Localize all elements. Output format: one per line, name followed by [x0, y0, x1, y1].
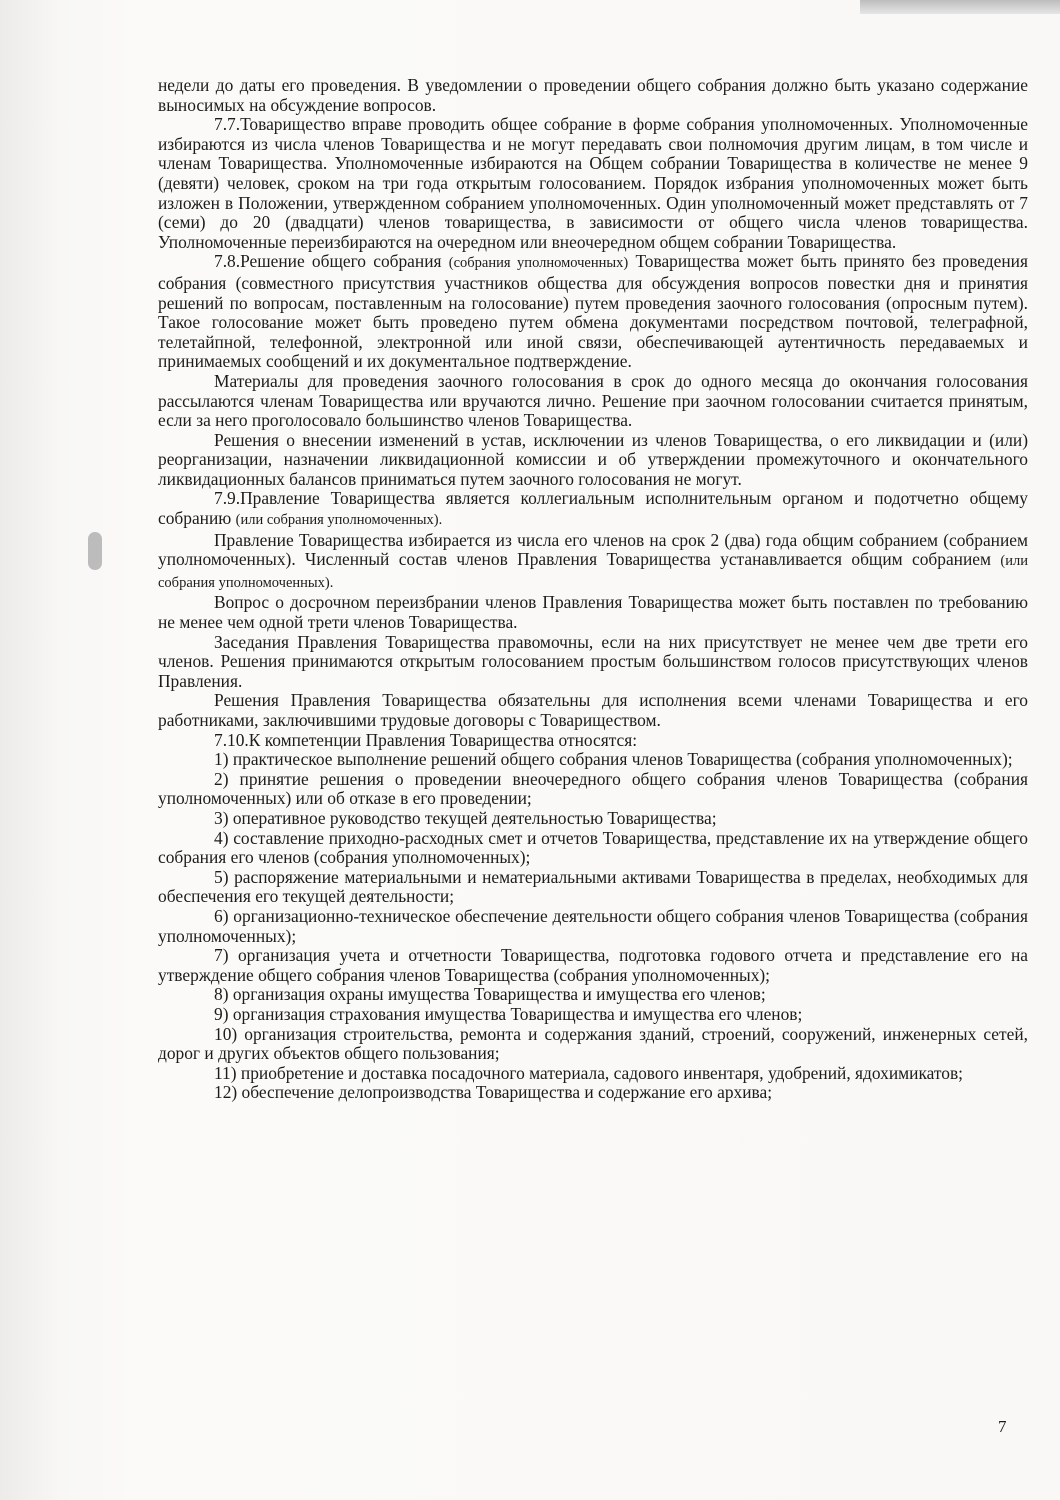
paragraph-text: недели до даты его проведения. В уведомлении о проведении общего собрания должно быть указано содержание выносимых на обсуждение вопросов.	[158, 75, 1028, 115]
page-number: 7	[998, 1417, 1007, 1436]
paragraph	[158, 593, 1028, 632]
paragraph	[158, 372, 1028, 431]
paragraph-text: Заседания Правления Товарищества правомочны, если на них присутствует не менее чем две трети его членов. Решения принимаются открытым голосованием простым большинством голосов присутствующих членов Правления.	[158, 631, 1028, 691]
paragraph	[158, 985, 1028, 1005]
paragraph	[158, 531, 1028, 594]
paragraph-text-small: (или собрания уполномоченных).	[235, 512, 443, 529]
paragraph	[158, 252, 1028, 372]
paragraph	[158, 907, 1028, 946]
paragraph-text: 7) организация учета и отчетности Товарищества, подготовка годового отчета и представление его на утверждение общего собрания членов Товарищества (собрания уполномоченных);	[158, 945, 1028, 985]
paragraph	[158, 731, 1028, 751]
paragraph-text: 3) оперативное руководство текущей деятельностью Товарищества;	[214, 807, 717, 828]
paragraph-text: 4) составление приходно-расходных смет и отчетов Товарищества, представление их на утверждение общего собрания его членов (собрания уполномоченных);	[158, 827, 1028, 868]
paragraph	[158, 76, 1028, 115]
paragraph-text: 7.8.Решение общего собрания	[214, 251, 449, 272]
paragraph-text: Материалы для проведения заочного голосования в срок до одного месяца до окончания голосования рассылаются членам Товарищества или вручаются лично. Решение при заочном голосовании считается принятым, если за него проголосовало большинство членов Товарищества.	[158, 370, 1028, 431]
paragraph	[158, 770, 1028, 809]
paragraph-text: 12) обеспечение делопроизводства Товарищества и содержание его архива;	[214, 1082, 773, 1103]
paragraph	[158, 489, 1028, 530]
paragraph	[158, 809, 1028, 829]
scan-edge-shadow	[860, 0, 1060, 14]
paragraph	[158, 431, 1028, 490]
paragraph-text-small: (или собрания уполномоченных).	[158, 553, 1028, 591]
paragraph-text: 7.10.К компетенции Правления Товарищества относятся:	[214, 729, 638, 750]
punch-hole-mark	[88, 532, 102, 570]
paragraph	[158, 115, 1028, 252]
paragraph-text: 9) организация страхования имущества Товарищества и имущества его членов;	[214, 1003, 803, 1024]
document-body	[158, 76, 1028, 1103]
paragraph-text: Решения о внесении изменений в устав, исключении из членов Товарищества, о его ликвидации и (или) реорганизации, назначении ликвидационной комиссии и об утверждении промежуточного и окончательного ликвидационных балансов приниматься путем заочного голосования не могут.	[158, 429, 1028, 489]
paragraph-text: 7.7.Товарищество вправе проводить общее собрание в форме собрания уполномоченных. Уполномоченные избираются из числа членов Товарищества и не могут передавать свои полномочия другим лицам, в том числе и членам Товарищества. Уполномоченные избираются на Общем собрании Товарищества в количестве не менее 9 (девяти) человек, сроком на три года открытым голосованием. Порядок избрания уполномоченных может быть изложен в Положении, утвержденном собранием уполномоченных. Один уполномоченный может представлять от 7 (семи) до 20 (двадцати) членов товарищества, в зависимости от общего числа членов товарищества. Уполномоченные переизбираются на очередном или внеочередном общем собрании Товарищества.	[158, 114, 1028, 252]
paragraph	[158, 633, 1028, 692]
paragraph-text: 8) организация охраны имущества Товарищества и имущества его членов;	[214, 984, 766, 1005]
paragraph-text: 6) организационно-техническое обеспечение деятельности общего собрания членов Товарищества (собрания уполномоченных);	[158, 905, 1028, 946]
paragraph-text: 2) принятие решения о проведении внеочередного общего собрания членов Товарищества (собрания уполномоченных) или об отказе в его проведении;	[158, 768, 1028, 809]
paragraph-text: Вопрос о досрочном переизбрании членов Правления Товарищества может быть поставлен по требованию не менее чем одной трети членов Товарищества.	[158, 592, 1028, 633]
paragraph-text-small: (собрания уполномоченных)	[448, 255, 629, 272]
paragraph	[158, 868, 1028, 907]
paragraph-text: 7.9.Правление Товарищества является коллегиальным исполнительным органом и подотчетно общему собранию	[158, 488, 1028, 529]
paragraph-text: 10) организация строительства, ремонта и содержания зданий, строений, сооружений, инженерных сетей, дорог и других объектов общего пользования;	[158, 1023, 1028, 1064]
paragraph	[158, 1083, 1028, 1103]
paragraph-text: Товарищества может быть принято без проведения собрания (совместного присутствия участников общества для обсуждения вопросов повестки дня и принятия решений по вопросам, поставленным на голосование) путем проведения заочного голосования (опросным путем). Такое голосование может быть проведено путем обмена документами посредством почтовой, телеграфной, телетайпной, телефонной, электронной или иной связи, обеспечивающей аутентичность передаваемых и принимаемых сообщений и их документальное подтверждение.	[158, 251, 1028, 372]
paragraph-text: 1) практическое выполнение решений общего собрания членов Товарищества (собрания уполномоченных);	[214, 749, 1013, 770]
paragraph-text: 5) распоряжение материальными и нематериальными активами Товарищества в пределах, необходимых для обеспечения его текущей деятельности;	[158, 866, 1028, 907]
paragraph-text: 11) приобретение и доставка посадочного материала, садового инвентаря, удобрений, ядохимикатов;	[214, 1062, 964, 1083]
paragraph	[158, 829, 1028, 868]
paragraph	[158, 946, 1028, 985]
paragraph	[158, 1025, 1028, 1064]
paragraph	[158, 1005, 1028, 1025]
paragraph	[158, 691, 1028, 730]
paragraph-text: Правление Товарищества избирается из числа его членов на срок 2 (два) года общим собранием (собранием уполномоченных). Численный состав членов Правления Товарищества устанавливается общим собранием	[158, 529, 1028, 570]
paragraph	[158, 750, 1028, 770]
paragraph	[158, 1064, 1028, 1084]
paragraph-text: Решения Правления Товарищества обязательны для исполнения всеми членами Товарищества и его работниками, заключившими трудовые договоры с Товариществом.	[158, 690, 1028, 730]
